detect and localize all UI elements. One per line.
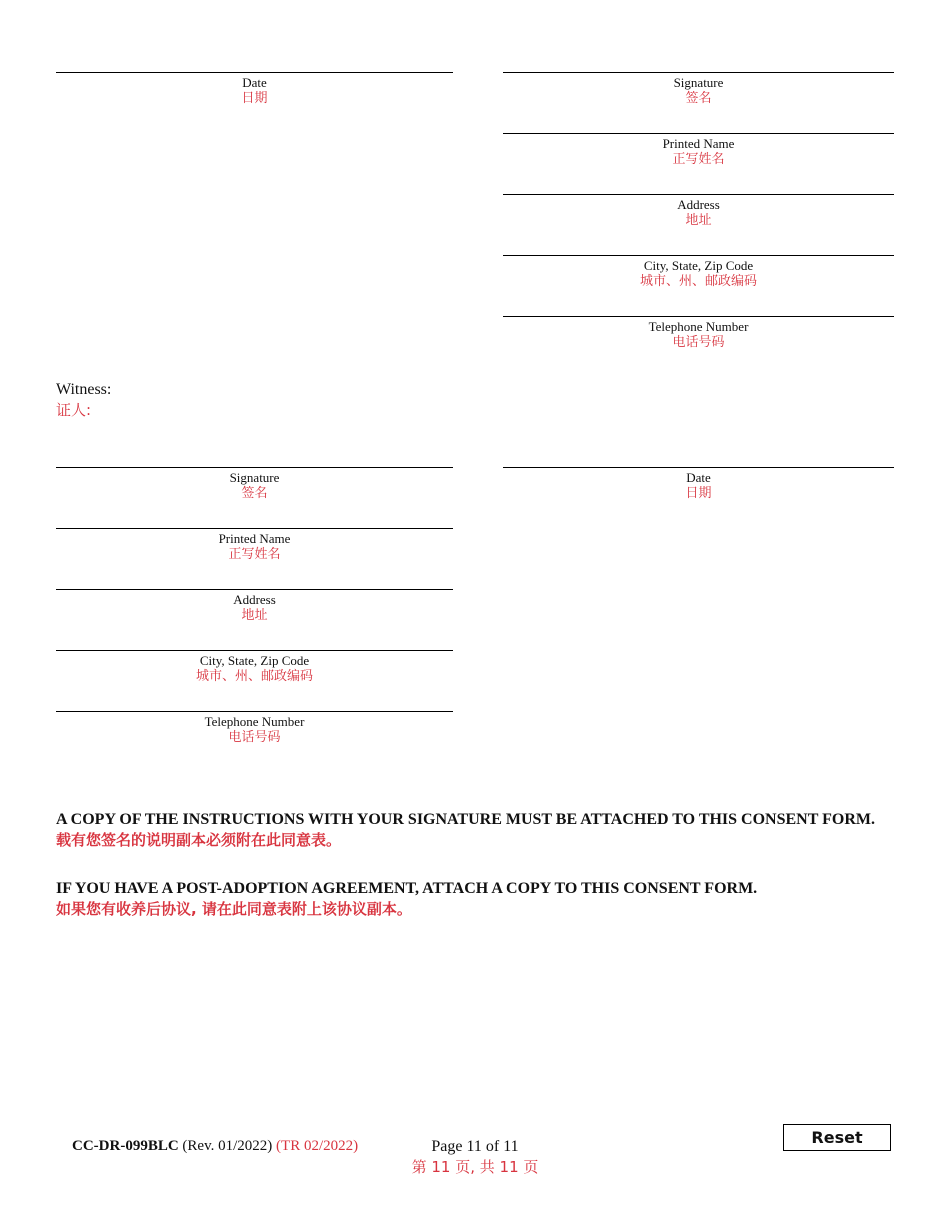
form-revision: (Rev. 01/2022): [182, 1138, 273, 1154]
instructions-notice-zh: 载有您签名的说明副本必须附在此同意表。: [56, 831, 342, 849]
page-number-en: Page 11 of 11: [431, 1138, 519, 1155]
date-label-zh: 日期: [241, 91, 268, 106]
form-code: CC-DR-099BLC: [72, 1138, 179, 1154]
witness-telephone-field[interactable]: [56, 711, 453, 746]
signature-label-zh: 签名: [685, 91, 712, 106]
page-number: [400, 1137, 550, 1177]
witness-label-zh: 证人:: [56, 401, 92, 419]
witness-date-field[interactable]: [503, 467, 894, 502]
witness-telephone-label-zh: 电话号码: [228, 730, 281, 745]
witness-city-state-zip-label: City, State, Zip Code: [199, 653, 310, 668]
witness-city-state-zip-label-zh: 城市、州、邮政编码: [195, 669, 313, 684]
witness-address-label: Address: [233, 592, 276, 607]
post-adoption-notice-en: IF YOU HAVE A POST-ADOPTION AGREEMENT, ATTACH A COPY TO THIS CONSENT FORM.: [56, 880, 758, 897]
witness-signature-label: Signature: [229, 470, 280, 485]
instructions-notice-en: A COPY OF THE INSTRUCTIONS WITH YOUR SIGNATURE MUST BE ATTACHED TO THIS CONSENT FORM.: [56, 811, 875, 828]
post-adoption-notice-zh: 如果您有收养后协议, 请在此同意表附上该协议副本。: [56, 900, 412, 918]
signature-label: Signature: [673, 75, 724, 90]
date-label: Date: [242, 75, 267, 90]
witness-printed-name-field[interactable]: [56, 528, 453, 563]
city-state-zip-field[interactable]: [503, 255, 894, 290]
form-translation-date: (TR 02/2022): [276, 1138, 359, 1154]
instructions-notice: [56, 810, 916, 850]
printed-name-field[interactable]: [503, 133, 894, 168]
witness-date-label: Date: [686, 470, 711, 485]
telephone-label-zh: 电话号码: [672, 335, 725, 350]
witness-date-label-zh: 日期: [685, 486, 712, 501]
witness-signature-field[interactable]: [56, 467, 453, 502]
address-label: Address: [677, 197, 720, 212]
city-state-zip-label-zh: 城市、州、邮政编码: [639, 274, 757, 289]
post-adoption-notice: [56, 879, 916, 919]
printed-name-label-zh: 正写姓名: [672, 152, 725, 167]
reset-button[interactable]: Reset: [783, 1124, 891, 1151]
witness-heading: [56, 380, 111, 420]
city-state-zip-label: City, State, Zip Code: [643, 258, 754, 273]
address-field[interactable]: [503, 194, 894, 229]
witness-address-label-zh: 地址: [241, 608, 268, 623]
page-number-zh: 第 11 页, 共 11 页: [411, 1158, 539, 1176]
witness-signature-label-zh: 签名: [241, 486, 268, 501]
form-identifier: [72, 1138, 358, 1155]
address-label-zh: 地址: [685, 213, 712, 228]
witness-telephone-label: Telephone Number: [204, 714, 305, 729]
signature-field[interactable]: [503, 72, 894, 107]
witness-address-field[interactable]: [56, 589, 453, 624]
witness-printed-name-label-zh: 正写姓名: [228, 547, 281, 562]
witness-city-state-zip-field[interactable]: [56, 650, 453, 685]
witness-printed-name-label: Printed Name: [218, 531, 291, 546]
date-field[interactable]: [56, 72, 453, 107]
telephone-field[interactable]: [503, 316, 894, 351]
telephone-label: Telephone Number: [648, 319, 749, 334]
witness-label: Witness:: [56, 381, 112, 398]
printed-name-label: Printed Name: [662, 136, 735, 151]
